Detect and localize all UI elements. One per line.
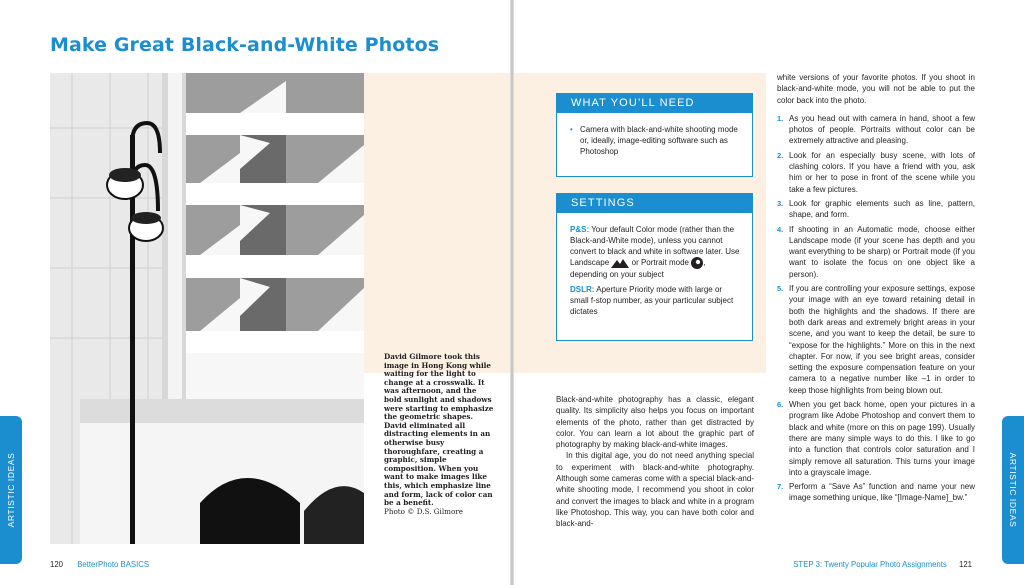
step-text: Perform a “Save As” function and name your new image something unique, like “[Image-Name]_bw.”: [789, 482, 975, 503]
step-number: 5.: [777, 284, 784, 294]
body-paragraph-1: Black-and-white photography has a classic, elegant quality. Its simplicity also helps you focus on important elements of the photo, rather than get distracted by color. You can learn a lot about the graphic part of photography by making black-and-white images.: [556, 395, 754, 450]
ps-setting: [570, 224, 740, 280]
step-text: If shooting in an Automatic mode, choose either Landscape mode (if your scene has depth and you want everything to be sharp) or Portrait mode (if you want to isolate the focus on one object like a person).: [789, 224, 975, 279]
steps-list: [777, 113, 975, 504]
body-text-column: [556, 394, 754, 530]
settings-box: [556, 193, 753, 341]
list-item: [777, 150, 975, 195]
photo-credit: Photo © D.S. Gilmore: [384, 506, 463, 516]
step-number: 2.: [777, 150, 784, 160]
bw-building-photo: [50, 73, 364, 544]
ps-text-2: or Portrait mode: [631, 258, 689, 268]
chapter-title: STEP 3: Twenty Popular Photo Assignments: [793, 560, 947, 569]
page-title: Make Great Black-and-White Photos: [50, 34, 440, 56]
dslr-text: Aperture Priority mode with large or small f-stop number, as your particular subject dictates: [570, 285, 734, 316]
step-text: As you head out with camera in hand, shoot a few photos of people. Portraits without color can be extremely attractive and pleasing.: [789, 113, 975, 146]
dslr-setting: [570, 284, 740, 317]
dslr-label: DSLR:: [570, 285, 595, 294]
step-text: If you are controlling your exposure settings, expose your image with an eye toward retaining detail in both the highlights and the shadows. If there are both dark areas and extremely bright areas in your scene, and you want to keep the detail, be sure to “expose for the highlights.” More on this in the next chapter. For now, if you see bright areas, consider setting the exposure compensation feature on your camera to a negative number like –1 in order to keep those highlights from being blown out.: [789, 284, 975, 395]
list-item: [777, 481, 975, 504]
ps-text-1: Your default Color mode (rather than the Black-and-White mode), unless you cannot convert to black and white in software later. Use Landscape: [570, 225, 740, 268]
list-item: [777, 224, 975, 280]
photo-caption: [384, 353, 496, 516]
what-you-need-box: [556, 93, 753, 177]
bullet-icon: •: [570, 125, 573, 134]
page-number-right: 121: [958, 560, 972, 569]
step-number: 3.: [777, 198, 784, 208]
right-text-column: [777, 72, 975, 507]
side-tab-right-label: ARTISTIC IDEAS: [1008, 452, 1018, 528]
list-item: [777, 399, 975, 478]
step-text: When you get back home, open your pictures in a program like Adobe Photoshop and convert them to black and white (more on this on page 199). Usually there are many simple ways to do this. I like to go into a function that controls color saturation and I simply remove all saturation. This turns your image into a grayscale image.: [789, 400, 975, 477]
step-number: 1.: [777, 113, 784, 123]
need-item: [570, 124, 740, 157]
caption-text: David Gilmore took this image in Hong Kong while waiting for the light to change at a crosswalk. It was afternoon, and the bold sunlight and shadows were starting to emphasize the geometric shapes. David eliminated all distracting elements in an otherwise busy thoroughfare, creating a graphic, simple composition. When you want to make images like this, which emphasize line and form, lack of color can be a benefit.: [384, 352, 494, 508]
list-item: [777, 198, 975, 221]
body-paragraph-2: In this digital age, you do not need anything special to experiment with black-and-white photography. Although some cameras come with a special black-and-white shooting mode, I recommend you shoot in color and convert the images to black and white in a program like Photoshop. This way, you can have both color and black-and-: [556, 451, 754, 529]
list-item: [777, 113, 975, 147]
right-intro: white versions of your favorite photos. If you shoot in black-and-white mode, you will not be able to put the color back into the photo.: [777, 73, 975, 105]
ps-text-3: , depending on your subject: [570, 258, 706, 279]
side-tab-left-label: ARTISTIC IDEAS: [6, 452, 16, 528]
what-you-need-heading: WHAT YOU’LL NEED: [557, 94, 752, 113]
footer-left: [50, 560, 149, 569]
page-number-left: 120: [50, 560, 64, 569]
step-number: 7.: [777, 482, 784, 492]
side-tab-left: [0, 416, 22, 564]
side-tab-right: [1002, 416, 1024, 564]
book-title: BetterPhoto BASICS: [77, 560, 150, 569]
step-text: Look for graphic elements such as line, pattern, shape, and form.: [789, 198, 975, 220]
step-number: 4.: [777, 224, 784, 234]
portrait-mode-icon: [691, 257, 703, 269]
step-number: 6.: [777, 400, 784, 410]
step-text: Look for an especially busy scene, with lots of clashing colors. If you have a friend with you, ask him or her to pose in front of the scene while you take a few pictures.: [789, 150, 975, 194]
ps-label: P&S:: [570, 225, 590, 234]
footer-right: [793, 560, 972, 569]
list-item: [777, 283, 975, 396]
settings-heading: SETTINGS: [557, 194, 752, 213]
landscape-mode-icon: [611, 258, 629, 268]
need-item-text: Camera with black-and-white shooting mode or, ideally, image-editing software such as Photoshop: [580, 125, 738, 156]
